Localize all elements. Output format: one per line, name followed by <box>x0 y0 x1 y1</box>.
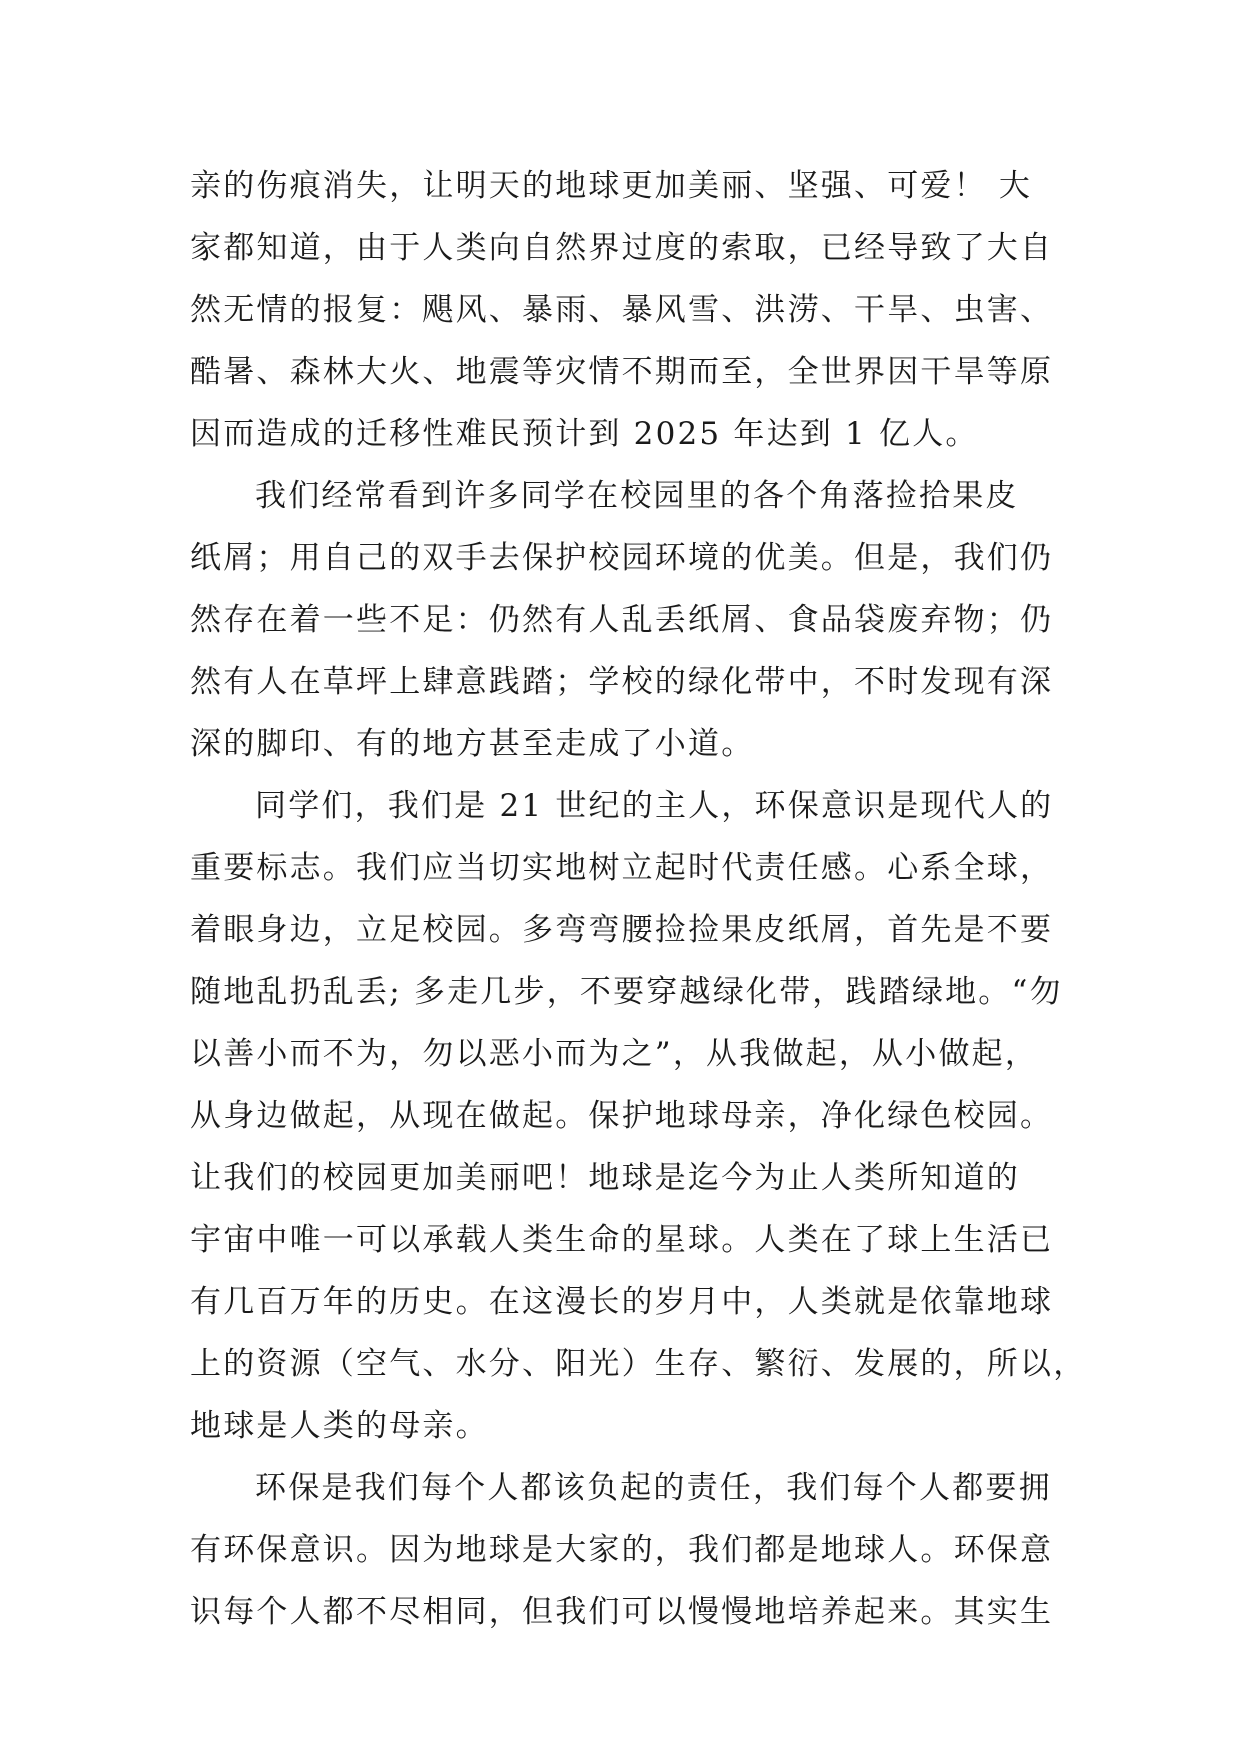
text-line: 以善小而不为，勿以恶小而为之”，从我做起，从小做起， <box>190 1036 1039 1072</box>
text-line: 有环保意识。因为地球是大家的，我们都是地球人。环保意 <box>190 1532 1054 1568</box>
text-line: 着眼身边，立足校园。多弯弯腰捡捡果皮纸屑，首先是不要 <box>190 912 1054 948</box>
text-line: 深的脚印、有的地方甚至走成了小道。 <box>190 726 755 762</box>
body-text <box>190 155 1087 1643</box>
text-line: 宇宙中唯一可以承载人类生命的星球。人类在了球上生活已 <box>190 1222 1054 1258</box>
text-line: 纸屑；用自己的双手去保护校园环境的优美。但是，我们仍 <box>190 540 1054 576</box>
text-line: 识每个人都不尽相同，但我们可以慢慢地培养起来。其实生 <box>190 1594 1054 1630</box>
text-line: 然无情的报复：飓风、暴雨、暴风雪、洪涝、干旱、虫害、 <box>190 292 1054 328</box>
paragraph-first-line: 同学们，我们是 21 世纪的主人，环保意识是现代人的 <box>255 788 1054 824</box>
text-line: 随地乱扔乱丢; 多走几步，不要穿越绿化带，践踏绿地。“勿 <box>190 974 1063 1010</box>
text-line: 然存在着一些不足：仍然有人乱丢纸屑、食品袋废弃物；仍 <box>190 602 1054 638</box>
text-line: 家都知道，由于人类向自然界过度的索取，已经导致了大自 <box>190 230 1054 266</box>
text-line: 从身边做起，从现在做起。保护地球母亲，净化绿色校园。 <box>190 1098 1054 1134</box>
paragraph-first-line: 环保是我们每个人都该负起的责任，我们每个人都要拥 <box>255 1470 1052 1506</box>
text-line: 重要标志。我们应当切实地树立起时代责任感。心系全球， <box>190 850 1054 886</box>
text-line: 让我们的校园更加美丽吧！地球是迄今为止人类所知道的 <box>190 1160 1020 1196</box>
text-line: 然有人在草坪上肆意践踏；学校的绿化带中，不时发现有深 <box>190 664 1054 700</box>
text-line: 因而造成的迁移性难民预计到 2025 年达到 1 亿人。 <box>190 416 979 452</box>
text-line: 亲的伤痕消失，让明天的地球更加美丽、坚强、可爱！ 大 <box>190 168 1033 204</box>
text-line: 上的资源（空气、水分、阳光）生存、繁衍、发展的，所以， <box>190 1346 1087 1382</box>
text-line: 酷暑、森林大火、地震等灾情不期而至，全世界因干旱等原 <box>190 354 1054 390</box>
text-line: 地球是人类的母亲。 <box>190 1408 489 1444</box>
paragraph-first-line: 我们经常看到许多同学在校园里的各个角落捡拾果皮 <box>255 478 1019 514</box>
text-line: 有几百万年的历史。在这漫长的岁月中，人类就是依靠地球 <box>190 1284 1054 1320</box>
